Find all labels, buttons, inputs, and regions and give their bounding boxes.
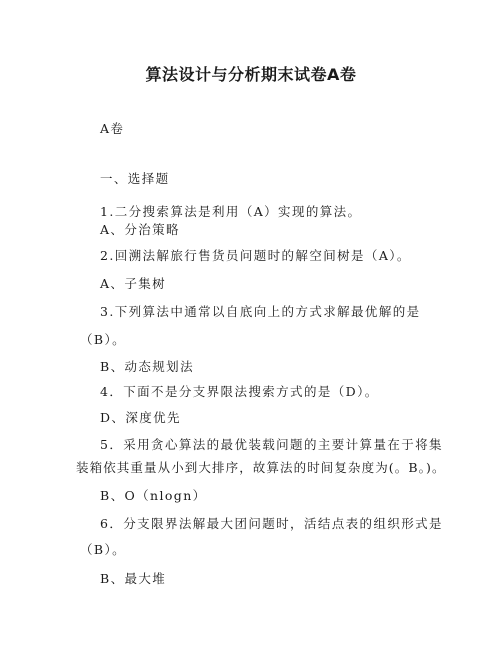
question-6-line-1: 6．分支限界法解最大团问题时，活结点表的组织形式是 xyxy=(100,516,443,531)
question-1: 1.二分搜索算法是利用（A）实现的算法。 xyxy=(100,204,362,219)
document-title: 算法设计与分析期末试卷A卷 xyxy=(145,65,357,84)
answer-3: B、动态规划法 xyxy=(100,359,194,374)
question-5-line-2: 装箱依其重量从小到大排序，故算法的时间复杂度为(。B。)。 xyxy=(76,460,446,475)
paper-label: A卷 xyxy=(100,121,125,136)
answer-5: B、O（nlogn） xyxy=(100,488,207,503)
question-3-line-1: 3.下列算法中通常以自底向上的方式求解最优解的是 xyxy=(100,304,421,319)
question-5-line-1: 5．采用贪心算法的最优装载问题的主要计算量在于将集 xyxy=(100,437,443,452)
question-2: 2.回溯法解旅行售货员问题时的解空间树是（A）。 xyxy=(100,248,411,263)
answer-4: D、深度优先 xyxy=(100,410,181,425)
answer-2: A、子集树 xyxy=(100,276,167,291)
question-4: 4．下面不是分支界限法搜索方式的是（D）。 xyxy=(100,384,379,399)
answer-1: A、分治策略 xyxy=(100,222,180,237)
answer-6: B、最大堆 xyxy=(100,571,167,586)
question-6-line-2: （B）。 xyxy=(80,542,127,557)
question-3-line-2: （B）。 xyxy=(80,332,127,347)
section-heading: 一、选择题 xyxy=(100,171,170,186)
